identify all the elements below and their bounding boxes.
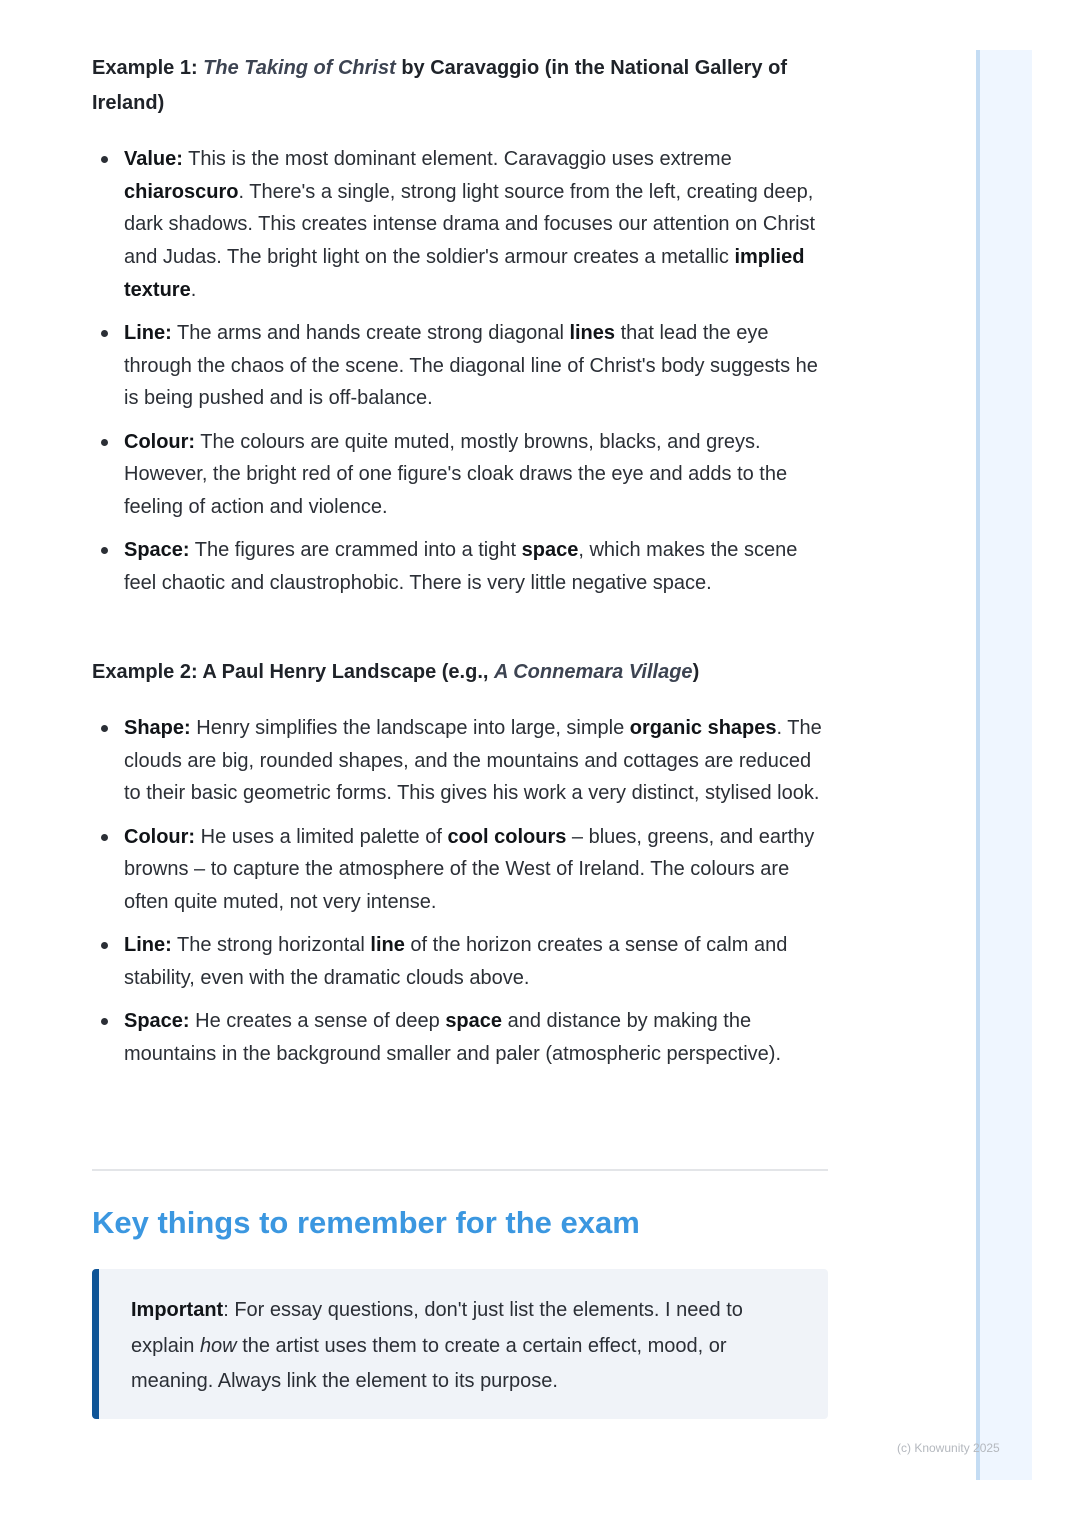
list-item: Space: He creates a sense of deep space and distance by making the mountains in the background smaller and paler (atmospheric perspective). [92,1005,828,1070]
section-divider [92,1169,828,1171]
list-item: Value: This is the most dominant element. Caravaggio uses extreme chiaroscuro. There's a single, strong light source from the left, creating deep, dark shadows. This creates intense drama and focuses our attention on Christ and Judas. The bright light on the soldier's armour creates a metallic implied texture. [92,143,828,307]
example-1-list [92,143,828,610]
list-item: Shape: Henry simplifies the landscape into large, simple organic shapes. The clouds are big, rounded shapes, and the mountains and cottages are reduced to their basic geometric forms. This gives his work a very distinct, stylised look. [92,712,828,810]
example-2-artwork-title: A Connemara Village [493,661,693,683]
list-item: Line: The arms and hands create strong diagonal lines that lead the eye through the chaos of the scene. The diagonal line of Christ's body suggests he is being pushed and is off-balance. [92,317,828,415]
important-callout: Important: For essay questions, don't just list the elements. I need to explain how the artist uses them to create a certain effect, mood, or meaning. Always link the element to its purpose. [92,1269,828,1419]
list-item: Colour: The colours are quite muted, mostly browns, blacks, and greys. However, the bright red of one figure's cloak draws the eye and adds to the feeling of action and violence. [92,426,828,524]
list-item: Colour: He uses a limited palette of cool colours – blues, greens, and earthy browns – to capture the atmosphere of the West of Ireland. The colours are often quite muted, not very intense. [92,821,828,919]
list-item: Line: The strong horizontal line of the horizon creates a sense of calm and stability, even with the dramatic clouds above. [92,929,828,994]
list-item: Space: The figures are crammed into a tight space, which makes the scene feel chaotic and claustrophobic. There is very little negative space. [92,534,828,599]
side-panel [976,50,1032,1480]
example-2-heading: Example 2: A Paul Henry Landscape (e.g., A Connemara Village) [92,661,700,683]
copyright-footer: (c) Knowunity 2025 [897,1441,1000,1455]
key-things-heading: Key things to remember for the exam [92,1205,640,1240]
example-1-artwork-title: The Taking of Christ [203,57,396,79]
callout-label: Important [131,1299,224,1321]
example-2-list [92,712,828,1081]
example-1-heading: Example 1: The Taking of Christ by Caravaggio (in the National Gallery of Ireland) [92,57,787,114]
